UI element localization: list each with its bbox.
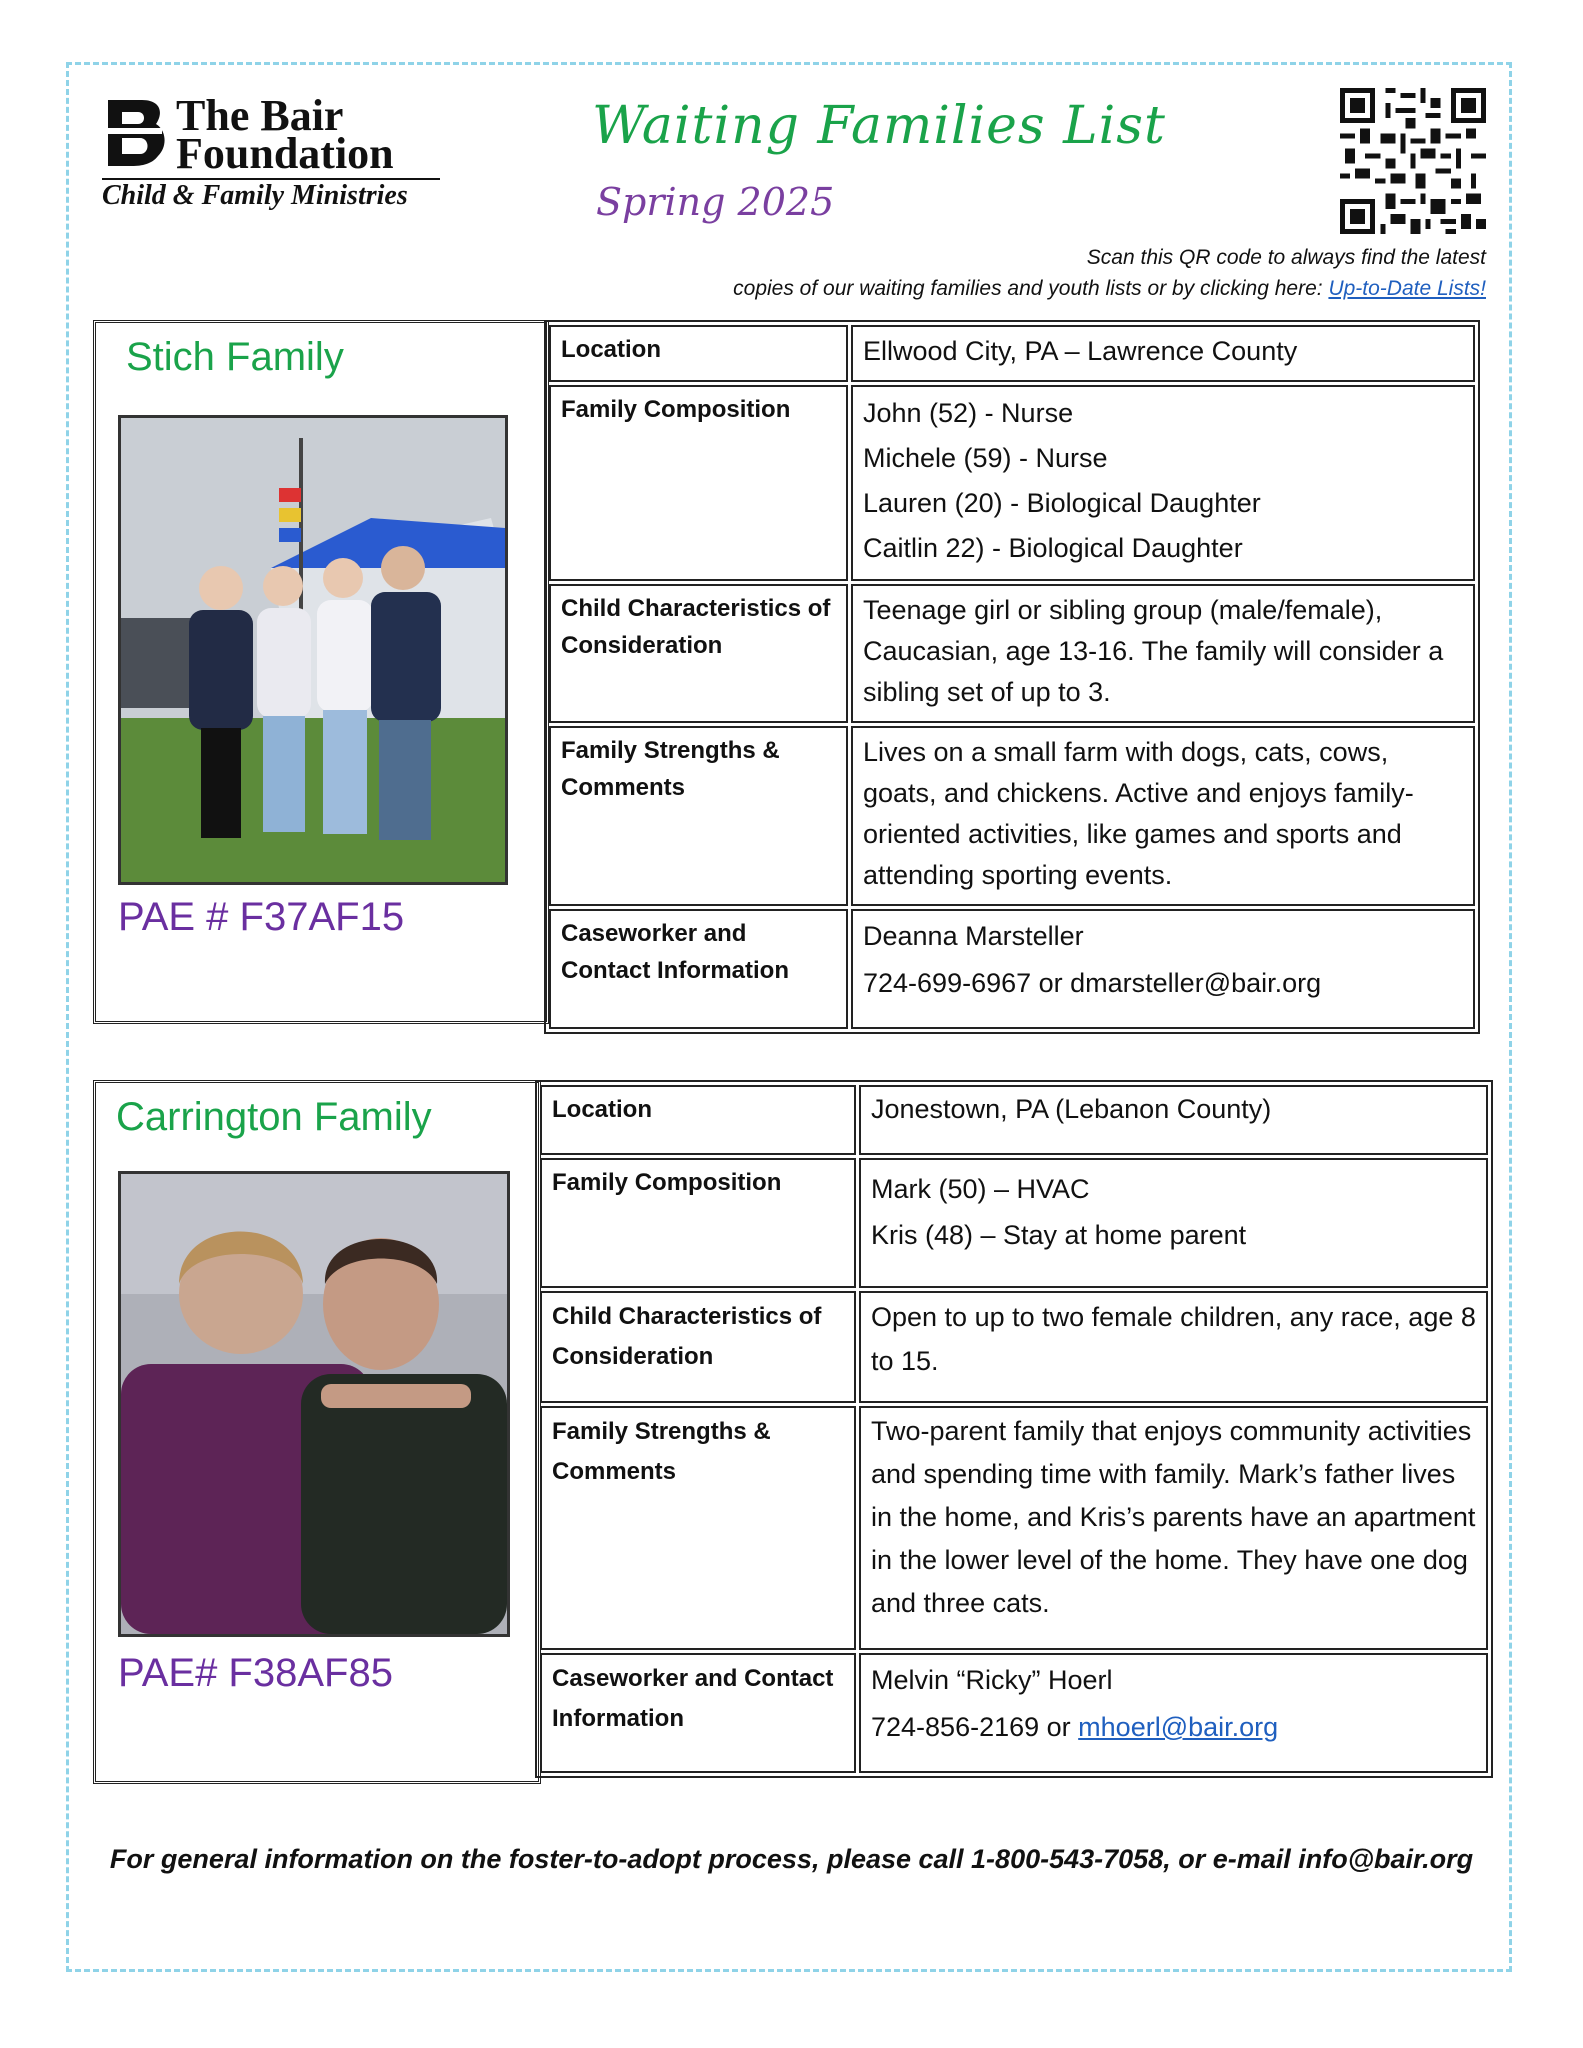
caseworker-email-link[interactable]: mhoerl@bair.org [1078,1712,1279,1742]
logo-line-2: Foundation [176,129,394,178]
table-row [540,1085,1488,1155]
composition-value [859,1158,1488,1288]
characteristics-label: Child Characteristics of Consideration [540,1291,856,1403]
family-photo [118,415,508,885]
strengths-label: Family Strengths & Comments [549,726,848,906]
table-row [549,584,1475,723]
caseworker-name: Melvin “Ricky” Hoerl [871,1665,1113,1695]
table-row [549,325,1475,382]
table-row [549,909,1475,1029]
caseworker-name: Deanna Marsteller [863,921,1084,951]
family-photo-image [121,1174,507,1634]
caseworker-contact: 724-699-6967 or dmarsteller@bair.org [863,968,1322,998]
family-photo [118,1171,510,1637]
location-label: Location [549,325,848,382]
table-row [540,1653,1488,1773]
logo-line-1: The Bair [176,91,344,140]
footer-contact-info: For general information on the foster-to-adopt process, please call 1-800-543-7058, or e-mail info@bair.org [109,1844,1474,1874]
contact-value [851,909,1475,1029]
qr-caption-line-2: copies of our waiting families and youth lists or by clicking here: [733,277,1323,300]
contact-label: Caseworker and Contact Information [540,1653,856,1773]
logo-subtitle: Child & Family Ministries [102,180,408,211]
page-subtitle: Spring 2025 [596,180,835,224]
qr-caption [733,242,1486,304]
qr-code-icon[interactable] [1340,88,1486,234]
pae-number: PAE # F37AF15 [118,895,405,939]
pae-number: PAE# F38AF85 [118,1651,393,1695]
composition-member: Kris (48) – Stay at home parent [871,1220,1247,1250]
family-name: Carrington Family [116,1095,432,1139]
characteristics-label: Child Characteristics of Consideration [549,584,848,723]
table-row [549,385,1475,581]
family-name: Stich Family [126,335,344,379]
composition-member: Mark (50) – HVAC [871,1174,1090,1204]
table-row [549,726,1475,906]
bair-logo-icon [102,94,170,174]
caseworker-contact [871,1704,1476,1751]
table-row [540,1291,1488,1403]
characteristics-value: Teenage girl or sibling group (male/female), Caucasian, age 13-16. The family will consider a sibling set of up to 3. [851,584,1475,723]
location-label: Location [540,1085,856,1155]
composition-member: Michele (59) - Nurse [863,443,1108,473]
bair-foundation-logo [102,91,442,214]
composition-member: Lauren (20) - Biological Daughter [863,488,1261,518]
qr-caption-line-1: Scan this QR code to always find the latest [1086,246,1486,269]
strengths-label: Family Strengths & Comments [540,1406,856,1650]
composition-label: Family Composition [540,1158,856,1288]
composition-label: Family Composition [549,385,848,581]
caseworker-phone: 724-856-2169 or [871,1712,1071,1742]
strengths-value: Lives on a small farm with dogs, cats, cows, goats, and chickens. Active and enjoys family-oriented activities, like games and sports and attending sporting events. [851,726,1475,906]
up-to-date-lists-link[interactable]: Up-to-Date Lists! [1328,277,1486,300]
family-photo-panel [93,320,549,1024]
location-value: Jonestown, PA (Lebanon County) [859,1085,1488,1155]
contact-label: Caseworker and Contact Information [549,909,848,1029]
composition-member: John (52) - Nurse [863,398,1074,428]
page-title: Waiting Families List [592,96,1166,156]
family-photo-panel [93,1080,541,1784]
strengths-value: Two-parent family that enjoys community activities and spending time with family. Mark’s father lives in the home, and Kris’s parents have an apartment in the lower level of the home. They have one dog and three cats. [859,1406,1488,1650]
composition-value [851,385,1475,581]
family-info-table [535,1080,1493,1778]
composition-member: Caitlin 22) - Biological Daughter [863,533,1243,563]
contact-value [859,1653,1488,1773]
table-row [540,1158,1488,1288]
table-row [540,1406,1488,1650]
characteristics-value: Open to up to two female children, any race, age 8 to 15. [859,1291,1488,1403]
family-photo-image [121,418,505,882]
location-value: Ellwood City, PA – Lawrence County [851,325,1475,382]
family-info-table [544,320,1480,1034]
